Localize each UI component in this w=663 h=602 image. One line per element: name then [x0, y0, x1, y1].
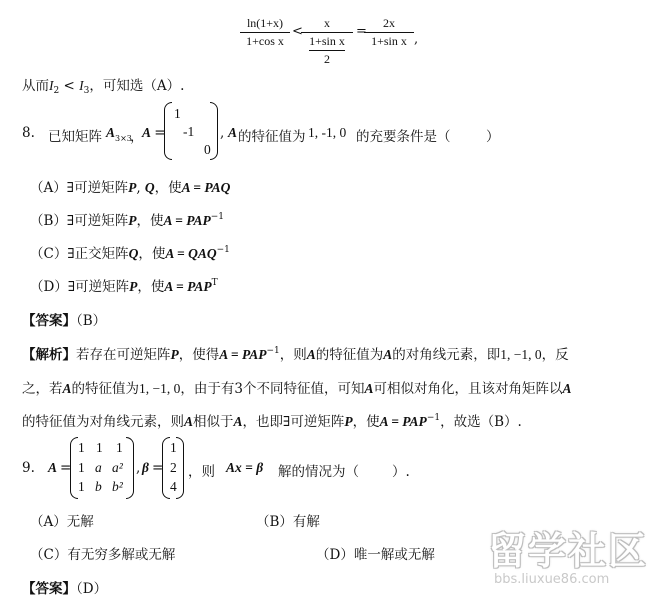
- q9-b1: 1: [170, 440, 177, 455]
- q9-a12: 1: [96, 440, 103, 455]
- q8-matrix-2: -1: [183, 124, 195, 139]
- q9-formula: Ax = β: [226, 460, 264, 475]
- q9-number: 9.: [22, 460, 35, 476]
- q8-number: 8.: [22, 125, 35, 141]
- analysis-text: 个不同特征值，可知: [242, 381, 365, 397]
- q9-beta-symbol: β: [142, 460, 149, 475]
- analysis-text: 相似于: [193, 414, 234, 430]
- matrix-A: A: [233, 414, 243, 429]
- analysis-label: 【解析】: [22, 347, 76, 363]
- answer-label: 【答案】: [22, 581, 76, 597]
- q8-A-symbol: A: [106, 125, 116, 140]
- q9-option-C: （C）有无穷多解或无解: [30, 547, 176, 563]
- q8-matrix-1: 1: [174, 106, 181, 121]
- q8-text3: 的充要条件是（: [356, 129, 451, 145]
- option-matrix-P: P: [128, 213, 137, 228]
- option-formula: A = PAQ: [181, 180, 231, 195]
- conclusion-lt: <: [59, 78, 80, 94]
- matrix-A: A: [364, 381, 374, 396]
- option-matrix-Q: Q: [128, 246, 139, 261]
- q8-analysis-line3: [22, 410, 522, 430]
- option-matrix-P: P: [129, 279, 138, 294]
- fraction-2-numerator: x: [324, 16, 330, 30]
- option-label: （C）∃正交矩阵: [30, 246, 129, 262]
- analysis-text: 的特征值为对角线元素，则: [22, 414, 184, 430]
- option-text: ，使: [136, 213, 164, 229]
- q9-text3: ）.: [392, 464, 410, 480]
- matrix-P: P: [170, 347, 179, 362]
- analysis-text: ，则: [279, 347, 307, 363]
- q8-comma: ，: [130, 129, 144, 145]
- matrix-A: A: [383, 347, 393, 362]
- q9-a21: 1: [78, 460, 85, 475]
- q9-answer: [22, 577, 107, 597]
- fraction-3-numerator: 2x: [383, 16, 395, 30]
- conclusion-suffix: ，可知选（A）.: [89, 78, 185, 94]
- fraction-2: [301, 16, 353, 67]
- option-superscript: T: [211, 278, 218, 288]
- q8-analysis-line2: [22, 377, 572, 397]
- q9-a33: b²: [112, 479, 123, 494]
- q9-option-A: （A）无解: [30, 514, 94, 530]
- q9-b2: 2: [170, 460, 177, 475]
- analysis-superscript: −1: [266, 346, 280, 356]
- analysis-text: ，也即∃可逆矩阵: [242, 414, 345, 430]
- conclusion-prefix: 从而: [22, 78, 49, 94]
- analysis-text: 的特征值为: [315, 347, 384, 363]
- analysis-eigenvalues: 1, −1, 0: [139, 381, 181, 396]
- analysis-number: 3: [234, 381, 243, 397]
- option-text: ，使: [154, 180, 182, 196]
- q9-a13: 1: [116, 440, 123, 455]
- option-formula: A = PAP: [164, 279, 212, 294]
- q9-text1: ，则: [188, 464, 215, 480]
- q8-A2-symbol: A: [142, 125, 152, 140]
- q8-answer: [22, 309, 106, 329]
- q8-text2: 的特征值为: [238, 129, 306, 145]
- analysis-text: 之，若: [22, 381, 63, 397]
- q8-text1: 已知矩阵: [48, 129, 102, 145]
- option-label: （B）∃可逆矩阵: [30, 213, 129, 229]
- answer-label: 【答案】: [22, 313, 76, 329]
- fraction-2-denominator-top: 1+sin x: [309, 34, 345, 48]
- q8-option-C: [30, 242, 230, 262]
- q9-eq: =: [60, 460, 72, 476]
- matrix-A: A: [62, 381, 72, 396]
- q8-A-subscript: 3×3: [115, 134, 132, 143]
- option-text: ，使: [137, 279, 165, 295]
- analysis-text: 的对角线元素，即: [392, 347, 501, 363]
- fraction-3: [364, 16, 414, 49]
- q9-option-B: （B）有解: [256, 514, 320, 530]
- watermark-url: bbs.liuxue86.com: [494, 572, 610, 587]
- analysis-text: 若存在可逆矩阵: [76, 347, 171, 363]
- option-formula: A = PAP: [163, 213, 211, 228]
- fraction-3-denominator: 1+sin x: [371, 34, 407, 48]
- option-superscript: −1: [216, 245, 230, 255]
- answer-value: （B）: [76, 313, 107, 329]
- I3-subscript: 3: [83, 86, 90, 96]
- q9-a11: 1: [78, 440, 85, 455]
- I2-subscript: 2: [53, 86, 60, 96]
- site-watermark: [488, 518, 658, 598]
- fraction-2-denominator-bottom: 2: [324, 52, 330, 66]
- conclusion-line: [22, 74, 184, 96]
- formula-comma: ,: [414, 32, 419, 47]
- q8-A3-symbol: A: [228, 125, 238, 140]
- analysis-text: ，使: [352, 414, 380, 430]
- analysis-eigenvalues: 1, −1, 0: [500, 347, 542, 362]
- q9-a22: a: [95, 460, 102, 475]
- option-superscript: −1: [210, 212, 224, 222]
- analysis-superscript: −1: [426, 413, 441, 423]
- I2-symbol: I: [49, 78, 54, 93]
- fraction-1-numerator: ln(1+x): [246, 16, 284, 30]
- q8-text4: ）: [486, 129, 500, 145]
- option-label: （D）∃可逆矩阵: [30, 279, 130, 295]
- option-sep: ,: [136, 180, 145, 196]
- fraction-1: [240, 16, 290, 49]
- option-matrix-Q: Q: [144, 180, 155, 195]
- less-than-sign: <: [292, 24, 303, 39]
- q9-a23: a²: [112, 460, 123, 475]
- q8-option-B: [30, 209, 224, 229]
- q9-text2: 解的情况为（: [278, 464, 359, 480]
- fraction-1-denominator: 1+cos x: [246, 34, 284, 48]
- option-text: ，使: [138, 246, 166, 262]
- matrix-A: A: [306, 347, 316, 362]
- analysis-text: ，故选（B）.: [440, 414, 522, 430]
- matrix-P: P: [344, 414, 353, 429]
- q8-option-D: [30, 275, 218, 295]
- I3-symbol: I: [79, 78, 84, 93]
- q9-a32: b: [95, 479, 102, 494]
- q8-matrix-3: 0: [204, 142, 211, 157]
- analysis-text: 的特征值为: [71, 381, 140, 397]
- analysis-text: ，反: [541, 347, 569, 363]
- option-label: （A）∃可逆矩阵: [30, 180, 129, 196]
- matrix-A: A: [184, 414, 194, 429]
- q9-option-D: （D）唯一解或无解: [316, 547, 435, 563]
- q8-analysis-line1: [22, 343, 569, 363]
- matrix-A: A: [562, 381, 572, 396]
- q9-b3: 4: [170, 479, 177, 494]
- equals-sign: =: [356, 24, 367, 39]
- analysis-text: 可相似对角化，且该对角矩阵以: [373, 381, 563, 397]
- option-matrix-P: P: [128, 180, 137, 195]
- analysis-formula: A = PAP: [219, 347, 267, 362]
- analysis-formula: A = PAP: [379, 414, 427, 429]
- q9-A-symbol: A: [48, 460, 58, 475]
- q8-eq: =: [150, 125, 170, 141]
- answer-value: （D）: [76, 581, 108, 597]
- q8-eigenvalues: 1, -1, 0: [308, 125, 347, 140]
- q8-option-A: [30, 176, 230, 196]
- watermark-logo-text: 留学社区: [488, 529, 649, 573]
- q9-a31: 1: [78, 479, 85, 494]
- analysis-text: ，使得: [178, 347, 220, 363]
- option-formula: A = QAQ: [165, 246, 217, 261]
- analysis-text: ，由于有: [180, 381, 235, 397]
